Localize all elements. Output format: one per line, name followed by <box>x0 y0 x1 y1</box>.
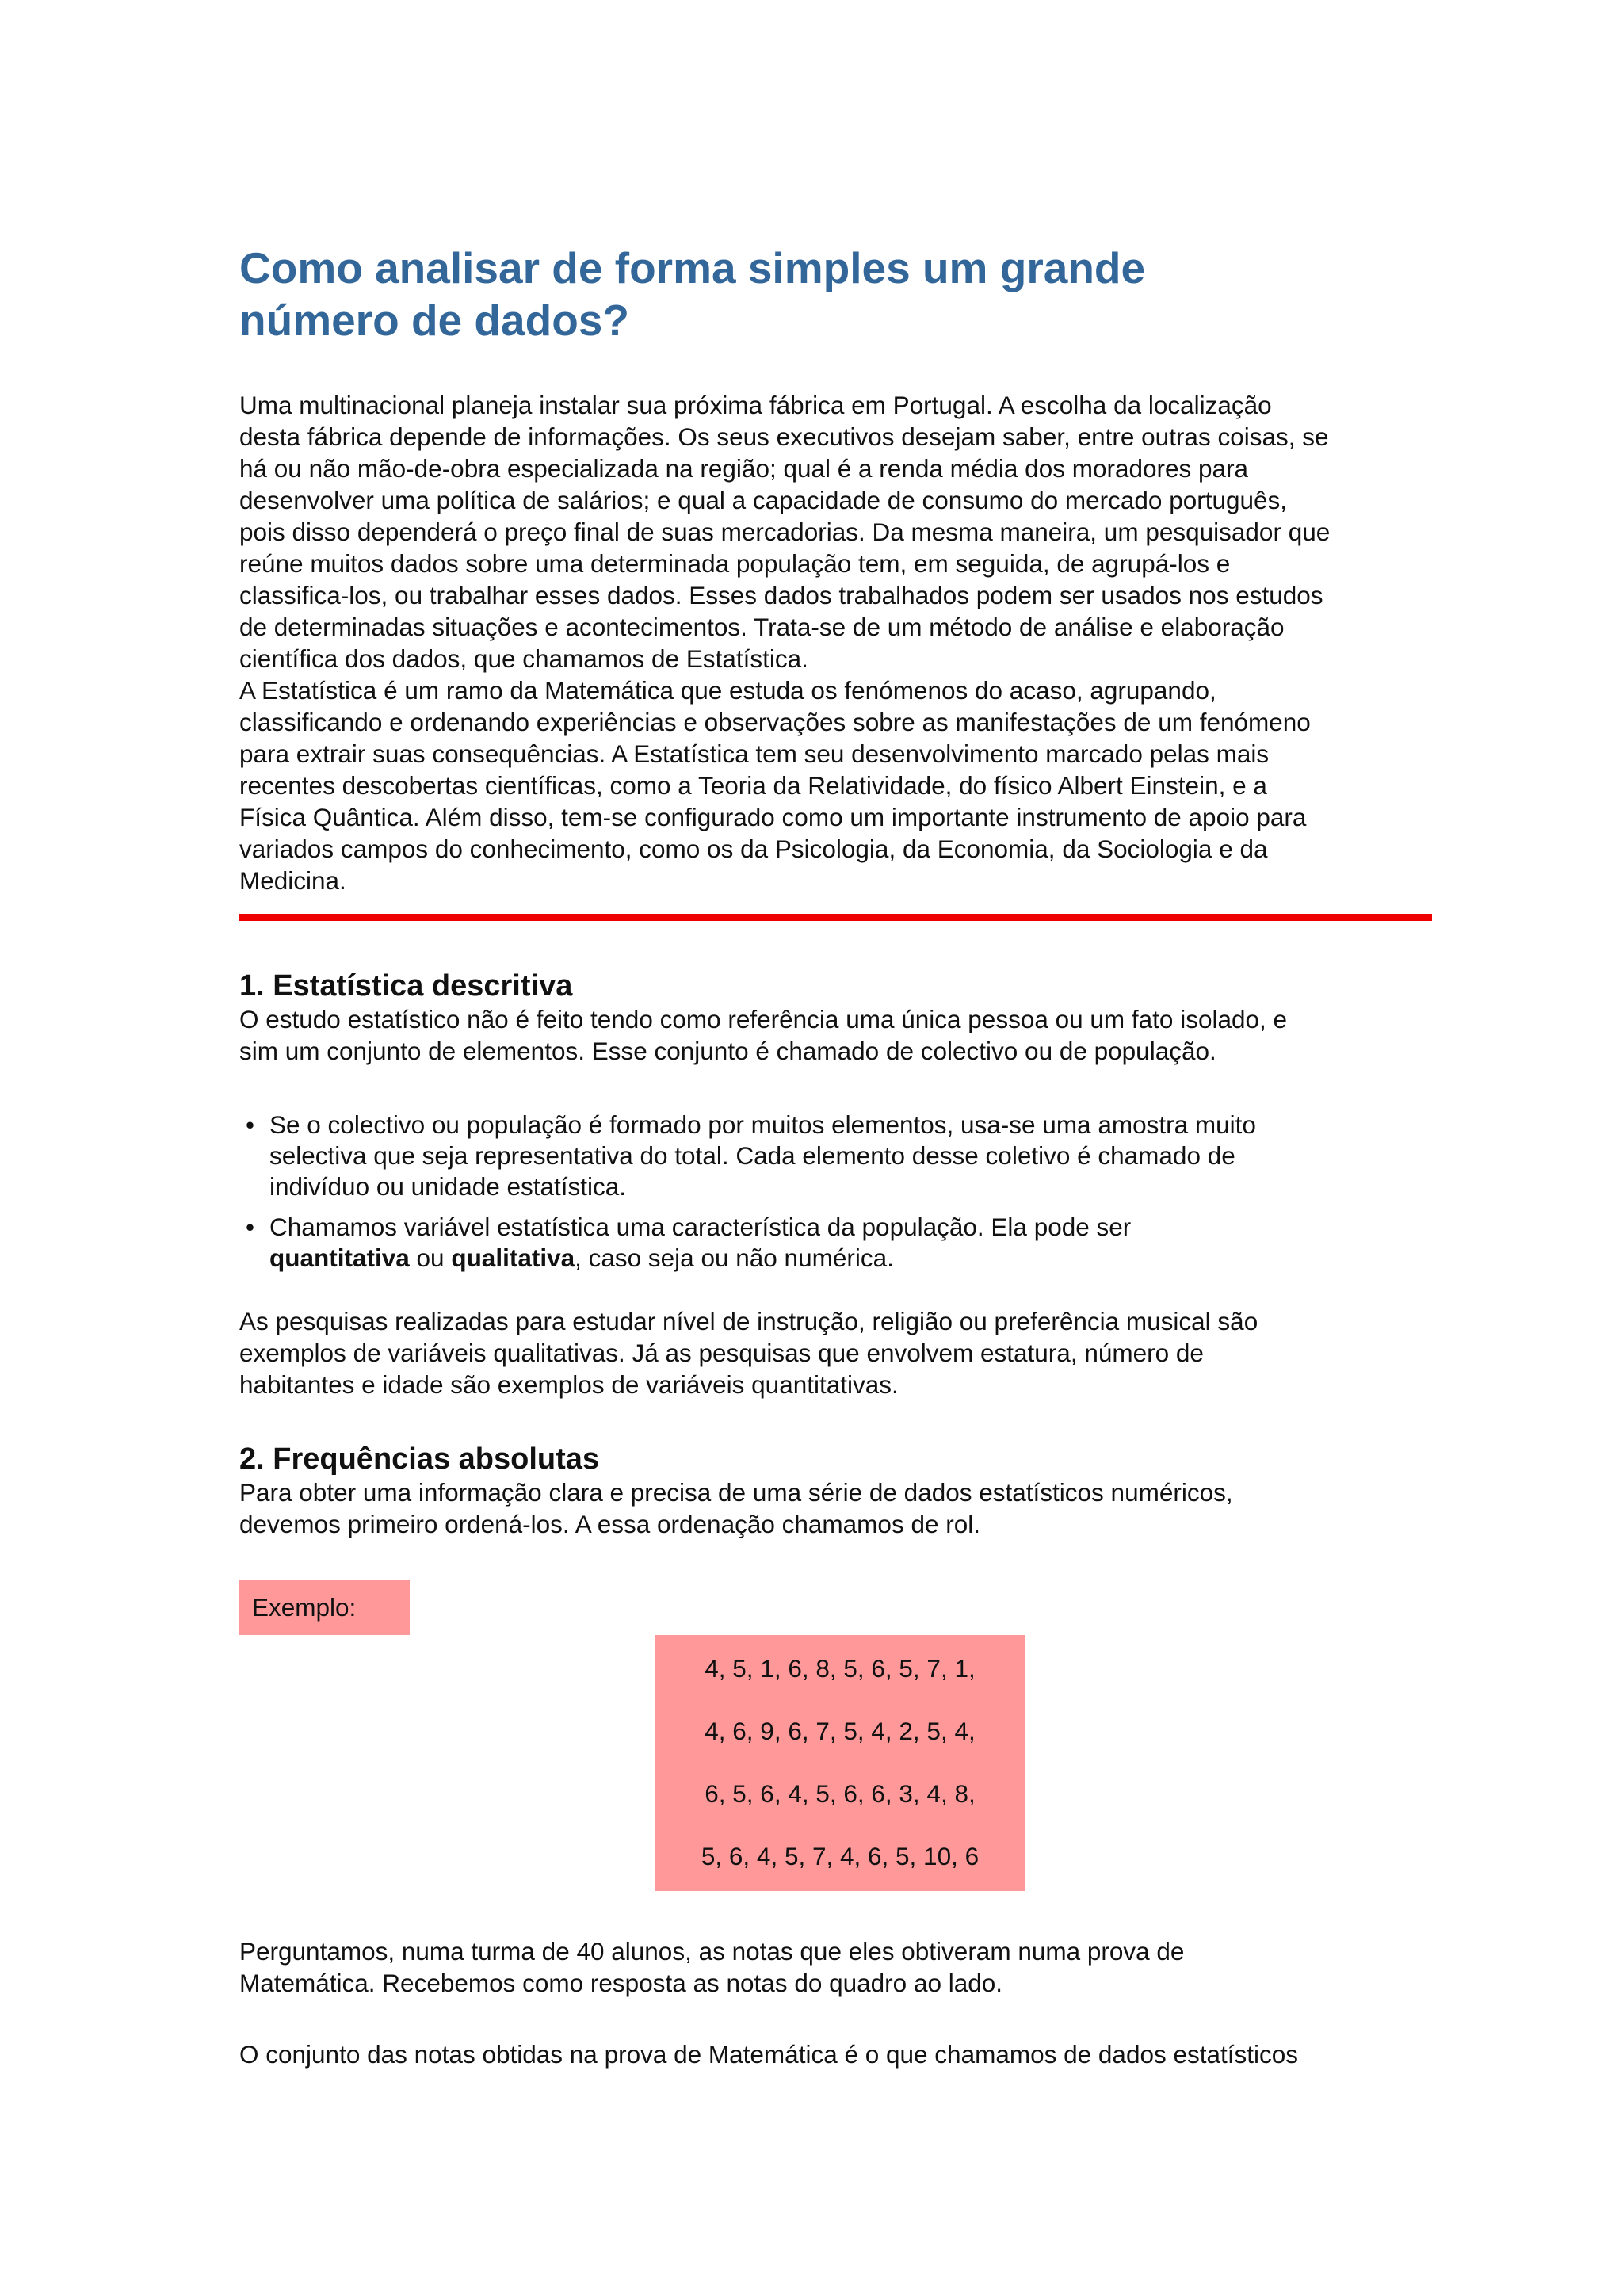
section-heading-absolute-frequencies: 2. Frequências absolutas <box>239 1442 600 1476</box>
bullet-icon: • <box>246 1213 255 1241</box>
bullet-list <box>239 1110 1444 1274</box>
bullet-icon: • <box>246 1110 255 1139</box>
text-line: classificando e ordenando experiências e observações sobre as manifestações de um fenómeno <box>239 708 1311 736</box>
survey-paragraph <box>239 1935 1444 1999</box>
text-line: devemos primeiro ordená-los. A essa ordenação chamamos de rol. <box>239 1510 980 1538</box>
text-line: Física Quântica. Além disso, tem-se configurado como um importante instrumento de apoio para <box>239 803 1307 831</box>
title-line: Como analisar de forma simples um grande <box>239 243 1146 292</box>
inline-text: , caso seja ou não numérica. <box>575 1244 894 1272</box>
text-line: sim um conjunto de elementos. Esse conjunto é chamado de colectivo ou de população. <box>239 1037 1216 1065</box>
variables-paragraph <box>239 1305 1444 1400</box>
text-line <box>269 1243 1444 1274</box>
text-line: Se o colectivo ou população é formado por muitos elementos, usa-se uma amostra muito <box>269 1110 1256 1139</box>
list-item <box>239 1212 1444 1274</box>
page-title <box>239 242 1444 346</box>
text-line: O estudo estatístico não é feito tendo como referência uma única pessoa ou um fato isolado, e <box>239 1005 1288 1033</box>
text-line: Matemática. Recebemos como resposta as notas do quadro ao lado. <box>239 1969 1003 1997</box>
text-line: Medicina. <box>239 866 346 895</box>
final-paragraph <box>239 2038 1444 2070</box>
text-line: pois disso dependerá o preço final de suas mercadorias. Da mesma maneira, um pesquisador que <box>239 518 1331 546</box>
text-line: selectiva que seja representativa do total. Cada elemento desse coletivo é chamado de <box>269 1141 1235 1170</box>
text-line: para extrair suas consequências. A Estatística tem seu desenvolvimento marcado pelas mais <box>239 739 1270 768</box>
number-row: 6, 5, 6, 4, 5, 6, 6, 3, 4, 8, <box>705 1779 976 1808</box>
example-block <box>239 1580 1444 1891</box>
text-line: indivíduo ou unidade estatística. <box>269 1172 627 1201</box>
text-line: habitantes e idade são exemplos de variáveis quantitativas. <box>239 1370 899 1399</box>
section1-paragraph <box>239 1003 1444 1067</box>
bold-term-qualitative: qualitativa <box>451 1244 575 1272</box>
data-numbers-box <box>655 1635 1025 1891</box>
text-line: reúne muitos dados sobre uma determinada população tem, em seguida, de agrupá-los e <box>239 549 1231 578</box>
example-label: Exemplo: <box>239 1580 410 1635</box>
text-line: Uma multinacional planeja instalar sua próxima fábrica em Portugal. A escolha da localização <box>239 391 1272 419</box>
text-line: Para obter uma informação clara e precisa de uma série de dados estatísticos numéricos, <box>239 1478 1233 1507</box>
list-item <box>239 1110 1444 1202</box>
number-row: 4, 5, 1, 6, 8, 5, 6, 5, 7, 1, <box>705 1654 976 1683</box>
number-row: 5, 6, 4, 5, 7, 4, 6, 5, 10, 6 <box>701 1842 980 1870</box>
text-line: variados campos do conhecimento, como os da Psicologia, da Economia, da Sociologia e da <box>239 835 1268 863</box>
text-line: Perguntamos, numa turma de 40 alunos, as notas que eles obtiveram numa prova de <box>239 1937 1185 1966</box>
red-divider <box>239 914 1432 921</box>
title-line: número de dados? <box>239 296 629 345</box>
text-line: classifica-los, ou trabalhar esses dados. Esses dados trabalhados podem ser usados nos estudos <box>239 581 1323 609</box>
text-line: recentes descobertas científicas, como a Teoria da Relatividade, do físico Albert Einstein, e a <box>239 771 1267 800</box>
text-line: desta fábrica depende de informações. Os seus executivos desejam saber, entre outras coisas, se <box>239 422 1329 451</box>
text-line: desenvolver uma política de salários; e qual a capacidade de consumo do mercado português, <box>239 486 1288 514</box>
bold-term-quantitative: quantitativa <box>269 1244 410 1272</box>
inline-text: ou <box>409 1244 452 1272</box>
document-page <box>239 242 1444 2070</box>
text-line: A Estatística é um ramo da Matemática que estuda os fenómenos do acaso, agrupando, <box>239 676 1216 705</box>
text-line: O conjunto das notas obtidas na prova de Matemática é o que chamamos de dados estatísticos <box>239 2040 1299 2069</box>
text-line: de determinadas situações e acontecimentos. Trata-se de um método de análise e elaboração <box>239 613 1285 641</box>
section2-paragraph <box>239 1477 1444 1540</box>
intro-paragraph <box>239 389 1444 896</box>
text-line: científica dos dados, que chamamos de Estatística. <box>239 644 808 673</box>
section-heading-descriptive-statistics: 1. Estatística descritiva <box>239 969 573 1003</box>
text-line: há ou não mão-de-obra especializada na região; qual é a renda média dos moradores para <box>239 454 1249 483</box>
text-line: exemplos de variáveis qualitativas. Já as pesquisas que envolvem estatura, número de <box>239 1339 1204 1367</box>
text-line: Chamamos variável estatística uma característica da população. Ela pode ser <box>269 1213 1132 1241</box>
text-line: As pesquisas realizadas para estudar nível de instrução, religião ou preferência musical são <box>239 1307 1258 1335</box>
number-row: 4, 6, 9, 6, 7, 5, 4, 2, 5, 4, <box>705 1717 976 1745</box>
